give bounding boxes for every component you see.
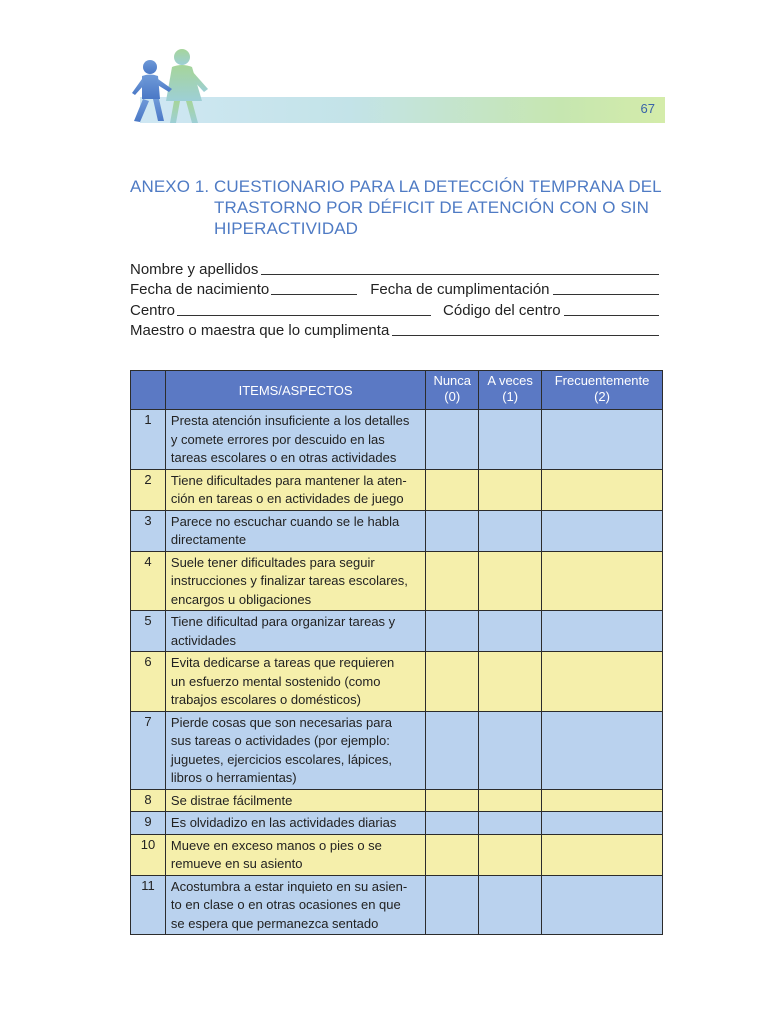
item-text (165, 789, 425, 812)
answer-cell-never[interactable] (426, 410, 479, 470)
answer-cell-frequently[interactable] (542, 469, 663, 510)
answer-cell-frequently[interactable] (542, 510, 663, 551)
item-text-line: Acostumbra a estar inquieto en su asien- (170, 878, 408, 894)
table-row (131, 410, 663, 470)
completion-date-field[interactable] (553, 293, 659, 295)
never-column-header (426, 371, 479, 410)
item-text-line: Mueve en exceso manos o pies o se (170, 837, 382, 853)
item-number: 1 (131, 410, 166, 470)
sometimes-score: (1) (502, 389, 519, 404)
table-row (131, 551, 663, 611)
completion-date-label: Fecha de cumplimentación (370, 281, 550, 298)
answer-cell-frequently[interactable] (542, 652, 663, 712)
sometimes-column-header (479, 371, 542, 410)
student-info-form (130, 257, 660, 339)
item-number: 6 (131, 652, 166, 712)
item-text (165, 469, 425, 510)
never-score: (0) (444, 389, 461, 404)
item-number: 4 (131, 551, 166, 611)
question-rows (131, 410, 663, 935)
item-text-line: se espera que permanezca sentado (170, 915, 379, 931)
item-text-line: instrucciones y finalizar tareas escolares, (170, 573, 408, 588)
name-row (130, 257, 660, 278)
answer-cell-sometimes[interactable] (479, 711, 542, 789)
item-text-line: y comete errores por descuido en las (170, 431, 385, 447)
item-text-line: remueve en su asiento (170, 856, 303, 871)
table-row (131, 611, 663, 652)
center-code-label: Código del centro (443, 301, 561, 319)
frequently-label: Frecuentemente (554, 373, 650, 388)
center-label: Centro (130, 301, 176, 319)
item-text-line: directamente (170, 532, 247, 547)
item-text (165, 834, 425, 875)
answer-cell-frequently[interactable] (542, 611, 663, 652)
title-line-3: HIPERACTIVIDAD (214, 219, 359, 238)
center-field[interactable] (177, 314, 431, 316)
item-text-line: sus tareas o actividades (por ejemplo: (170, 733, 390, 748)
item-text-line: Es olvidadizo en las actividades diarias (170, 815, 397, 830)
item-text-line: trabajos escolares o domésticos) (170, 692, 361, 707)
dates-row (130, 278, 660, 299)
item-text-line: to en clase o en otras ocasiones en que (170, 897, 401, 912)
table-row (131, 875, 663, 935)
children-walking-icon (122, 45, 217, 125)
item-number: 5 (131, 611, 166, 652)
table-row (131, 652, 663, 712)
item-number: 9 (131, 812, 166, 835)
teacher-label: Maestro o maestra que lo cumplimenta (130, 322, 390, 339)
item-text-line: ción en tareas o en actividades de juego (170, 491, 404, 506)
document-title (130, 176, 670, 239)
answer-cell-never[interactable] (426, 551, 479, 611)
title-line-2: TRASTORNO POR DÉFICIT DE ATENCIÓN CON O SIN (214, 198, 650, 217)
answer-cell-sometimes[interactable] (479, 551, 542, 611)
answer-cell-sometimes[interactable] (479, 510, 542, 551)
table-row (131, 812, 663, 835)
teacher-field[interactable] (392, 334, 659, 336)
frequently-column-header (542, 371, 663, 410)
answer-cell-never[interactable] (426, 611, 479, 652)
item-number: 2 (131, 469, 166, 510)
item-text (165, 875, 425, 935)
answer-cell-never[interactable] (426, 711, 479, 789)
item-text-line: Suele tener dificultades para seguir (170, 554, 375, 570)
item-text-line: Tiene dificultad para organizar tareas y (170, 614, 396, 629)
center-row (130, 298, 660, 319)
item-text-line: Evita dedicarse a tareas que requieren (170, 655, 395, 670)
item-text-line: libros o herramientas) (170, 770, 297, 785)
items-column-header: ITEMS/ASPECTOS (165, 371, 425, 410)
answer-cell-never[interactable] (426, 469, 479, 510)
item-number: 7 (131, 711, 166, 789)
number-column-header (131, 371, 166, 410)
answer-cell-sometimes[interactable] (479, 652, 542, 712)
answer-cell-frequently[interactable] (542, 551, 663, 611)
answer-cell-frequently[interactable] (542, 812, 663, 835)
center-code-field[interactable] (564, 314, 659, 316)
table-row (131, 789, 663, 812)
answer-cell-sometimes[interactable] (479, 789, 542, 812)
birth-date-field[interactable] (271, 293, 357, 295)
answer-cell-sometimes[interactable] (479, 812, 542, 835)
item-text (165, 510, 425, 551)
item-text-line: juguetes, ejercicios escolares, lápices, (170, 751, 393, 767)
answer-cell-never[interactable] (426, 789, 479, 812)
answer-cell-never[interactable] (426, 652, 479, 712)
name-label: Nombre y apellidos (130, 260, 259, 278)
answer-cell-frequently[interactable] (542, 789, 663, 812)
answer-cell-sometimes[interactable] (479, 834, 542, 875)
item-text-line: encargos u obligaciones (170, 591, 312, 607)
item-text (165, 611, 425, 652)
item-text (165, 711, 425, 789)
table-row (131, 834, 663, 875)
answer-cell-never[interactable] (426, 812, 479, 835)
frequently-score: (2) (594, 389, 610, 404)
answer-cell-frequently[interactable] (542, 875, 663, 935)
item-text-line: actividades (170, 632, 236, 648)
never-label: Nunca (433, 373, 472, 388)
item-text-line: un esfuerzo mental sostenido (como (170, 673, 381, 689)
item-text-line: Presta atención insuficiente a los detalles (170, 413, 410, 428)
header-banner (140, 97, 665, 123)
item-number: 8 (131, 789, 166, 812)
item-text-line: Tiene dificultades para mantener la aten- (170, 472, 407, 488)
answer-cell-sometimes[interactable] (479, 611, 542, 652)
table-row (131, 510, 663, 551)
answer-cell-never[interactable] (426, 834, 479, 875)
table-row (131, 469, 663, 510)
birth-date-label: Fecha de nacimiento (130, 281, 270, 298)
answer-cell-sometimes[interactable] (479, 469, 542, 510)
page-number: 67 (640, 101, 655, 116)
questionnaire-table (130, 370, 663, 935)
item-number: 10 (131, 834, 166, 875)
table-header-row (131, 371, 663, 410)
name-field[interactable] (261, 273, 659, 275)
item-text (165, 410, 425, 470)
item-text (165, 652, 425, 712)
answer-cell-never[interactable] (426, 510, 479, 551)
answer-cell-frequently[interactable] (542, 711, 663, 789)
item-text-line: Se distrae fácilmente (170, 792, 293, 808)
item-number: 3 (131, 510, 166, 551)
answer-cell-sometimes[interactable] (479, 410, 542, 470)
item-text-line: Parece no escuchar cuando se le habla (170, 513, 400, 529)
answer-cell-sometimes[interactable] (479, 875, 542, 935)
item-number: 11 (131, 875, 166, 935)
item-text-line: tareas escolares o en otras actividades (170, 450, 397, 465)
item-text-line: Pierde cosas que son necesarias para (170, 714, 393, 730)
title-line-1: ANEXO 1. CUESTIONARIO PARA LA DETECCIÓN TEMPRANA DEL (130, 177, 662, 196)
answer-cell-frequently[interactable] (542, 834, 663, 875)
table-row (131, 711, 663, 789)
item-text (165, 812, 425, 835)
item-text (165, 551, 425, 611)
answer-cell-frequently[interactable] (542, 410, 663, 470)
answer-cell-never[interactable] (426, 875, 479, 935)
sometimes-label: A veces (487, 373, 533, 388)
teacher-row (130, 319, 660, 340)
